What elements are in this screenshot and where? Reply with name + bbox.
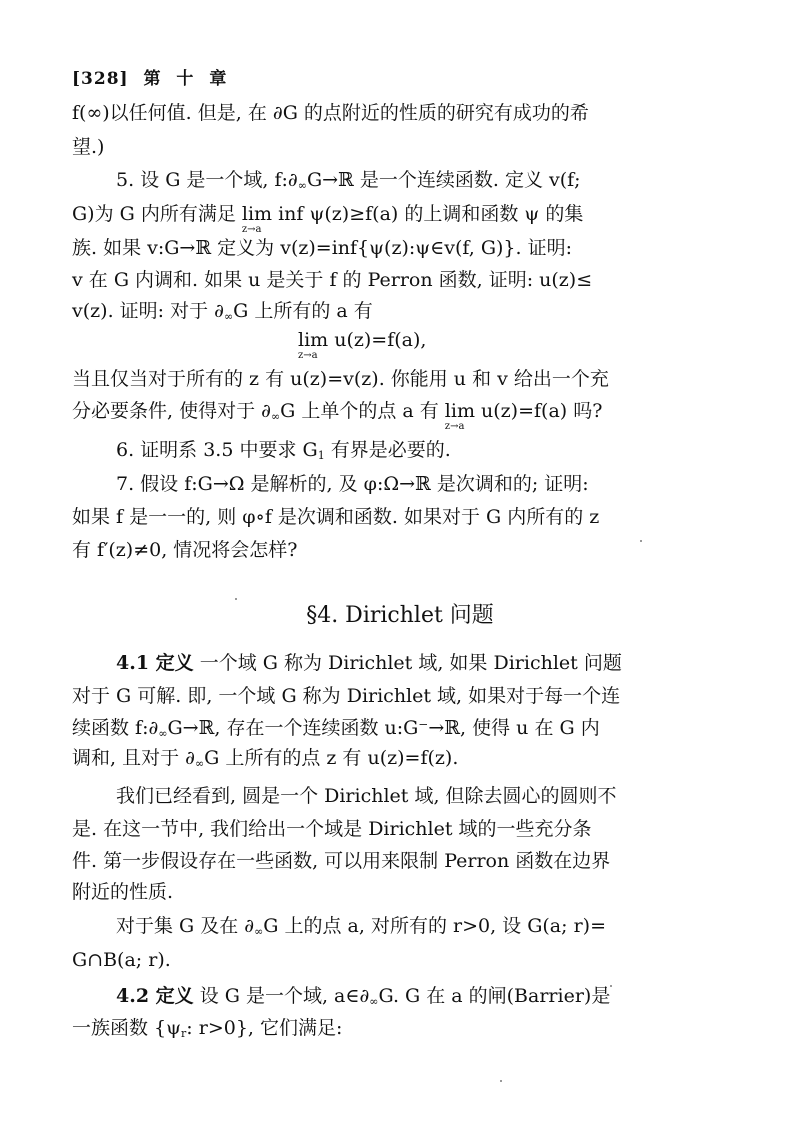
limit-symbol bbox=[298, 329, 329, 361]
text-line: 附近的性质. bbox=[72, 881, 174, 903]
text-fragment: G 上的点 a, 对所有的 r>0, 设 G(a; r)= bbox=[263, 915, 606, 937]
text-fragment: 设 G 是一个域, a∈∂ bbox=[193, 985, 370, 1007]
text-line: 如果 f 是一一的, 则 φ∘f 是次调和函数. 如果对于 G 内所有的 z bbox=[72, 506, 600, 528]
paragraph-line bbox=[116, 917, 606, 937]
text-fragment: G. G 在 a 的闸(Barrier)是 bbox=[378, 985, 611, 1007]
lim-text: lim bbox=[241, 203, 273, 225]
definition-4-1 bbox=[116, 654, 622, 673]
subscript: r bbox=[181, 1027, 187, 1040]
lim-text: lim bbox=[444, 400, 475, 422]
subscript: ∞ bbox=[270, 410, 281, 423]
text-fragment: G→ℝ, 存在一个连续函数 u:G⁻→ℝ, 使得 u 在 G 内 bbox=[167, 717, 600, 739]
text-fragment: 调和, 且对于 ∂ bbox=[72, 747, 195, 769]
scan-speck bbox=[610, 985, 612, 987]
limit-symbol bbox=[444, 400, 475, 432]
text-line bbox=[72, 203, 584, 235]
exercise-6-line bbox=[116, 441, 451, 461]
text-line: 有 f′(z)≠0, 情况将会怎样? bbox=[72, 539, 298, 561]
lim-subscript: z→a bbox=[298, 350, 318, 361]
scan-speck bbox=[235, 598, 237, 600]
subscript: ∞ bbox=[254, 925, 264, 938]
text-line: 是. 在这一节中, 我们给出一个域是 Dirichlet 域的一些充分条 bbox=[72, 818, 592, 840]
scan-speck bbox=[640, 540, 642, 542]
text-line: f(∞)以任何值. 但是, 在 ∂G 的点附近的性质的研究有成功的希 bbox=[72, 102, 589, 124]
text-fragment: G→ℝ 是一个连续函数. 定义 v(f; bbox=[306, 169, 581, 191]
text-line: v 在 G 内调和. 如果 u 是关于 f 的 Perron 函数, 证明: u(z)≤ bbox=[72, 269, 593, 291]
text-line: 望.) bbox=[72, 136, 105, 158]
subscript: ∞ bbox=[297, 179, 307, 192]
subscript: ∞ bbox=[369, 995, 379, 1008]
text-fragment: 6. 证明系 3.5 中要求 G bbox=[116, 439, 318, 461]
text-line bbox=[72, 1019, 342, 1039]
text-line: 当且仅当对于所有的 z 有 u(z)=v(z). 你能用 u 和 v 给出一个充 bbox=[72, 368, 609, 390]
exercise-5-line bbox=[116, 171, 581, 191]
text-fragment: G 上所有的点 z 有 u(z)=f(z). bbox=[204, 747, 459, 769]
text-fragment: u(z)=f(a) 吗? bbox=[474, 400, 603, 422]
text-fragment: 续函数 f:∂ bbox=[72, 717, 159, 739]
subscript: ∞ bbox=[223, 310, 234, 323]
text-fragment: G)为 G 内所有满足 bbox=[72, 203, 242, 225]
text-fragment: 对于集 G 及在 ∂ bbox=[116, 915, 255, 937]
text-line bbox=[72, 719, 600, 739]
lim-subscript: z→a bbox=[241, 224, 262, 235]
text-fragment: 5. 设 G 是一个域, f:∂ bbox=[116, 169, 298, 191]
text-fragment: 有界是必要的. bbox=[324, 439, 451, 461]
chapter-word-1: 第 bbox=[143, 69, 162, 89]
text-fragment: v(z). 证明: 对于 ∂ bbox=[72, 300, 224, 322]
text-line: 件. 第一步假设存在一些函数, 可以用来限制 Perron 函数在边界 bbox=[72, 850, 611, 872]
limit-symbol bbox=[241, 203, 273, 235]
text-fragment: G 上所有的 a 有 bbox=[233, 300, 373, 322]
scan-speck bbox=[500, 1080, 502, 1082]
exercise-7-line: 7. 假设 f:G→Ω 是解析的, 及 φ:Ω→ℝ 是次调和的; 证明: bbox=[116, 473, 589, 495]
definition-label: 4.2 定义 bbox=[116, 985, 194, 1007]
subscript: 1 bbox=[317, 449, 325, 462]
lim-subscript: z→a bbox=[444, 421, 465, 432]
definition-4-2 bbox=[116, 987, 610, 1007]
text-fragment: G 上单个的点 a 有 bbox=[280, 400, 445, 422]
chapter-word-2: 十 bbox=[176, 69, 195, 89]
section-title: §4. Dirichlet 问题 bbox=[306, 603, 494, 628]
subscript: ∞ bbox=[194, 757, 205, 770]
lim-text: lim bbox=[298, 329, 329, 351]
text-fragment: inf ψ(z)≥f(a) 的上调和函数 ψ 的集 bbox=[272, 203, 584, 225]
text-line bbox=[72, 749, 458, 769]
text-line bbox=[72, 302, 373, 322]
text-line: 对于 G 可解. 即, 一个域 G 称为 Dirichlet 域, 如果对于每一个连 bbox=[72, 685, 621, 707]
text-line: G∩B(a; r). bbox=[72, 949, 171, 971]
text-fragment: : r>0}, 它们满足: bbox=[186, 1017, 343, 1039]
definition-label: 4.1 定义 bbox=[116, 652, 194, 674]
text-fragment: u(z)=f(a), bbox=[328, 329, 427, 351]
text-line: 族. 如果 v:G→ℝ 定义为 v(z)=inf{ψ(z):ψ∈v(f, G)}. 证明: bbox=[72, 237, 572, 259]
chapter-word-3: 章 bbox=[209, 69, 228, 89]
paragraph-line: 我们已经看到, 圆是一个 Dirichlet 域, 但除去圆心的圆则不 bbox=[116, 785, 617, 807]
text-fragment: 分必要条件, 使得对于 ∂ bbox=[72, 400, 271, 422]
subscript: ∞ bbox=[158, 727, 168, 740]
page-header bbox=[72, 64, 227, 89]
page-number: [328] bbox=[72, 69, 129, 89]
text-fragment: 一族函数 {ψ bbox=[72, 1017, 182, 1039]
text-line bbox=[72, 400, 603, 432]
text-fragment: 一个域 G 称为 Dirichlet 域, 如果 Dirichlet 问题 bbox=[193, 652, 622, 674]
display-equation bbox=[298, 329, 427, 361]
